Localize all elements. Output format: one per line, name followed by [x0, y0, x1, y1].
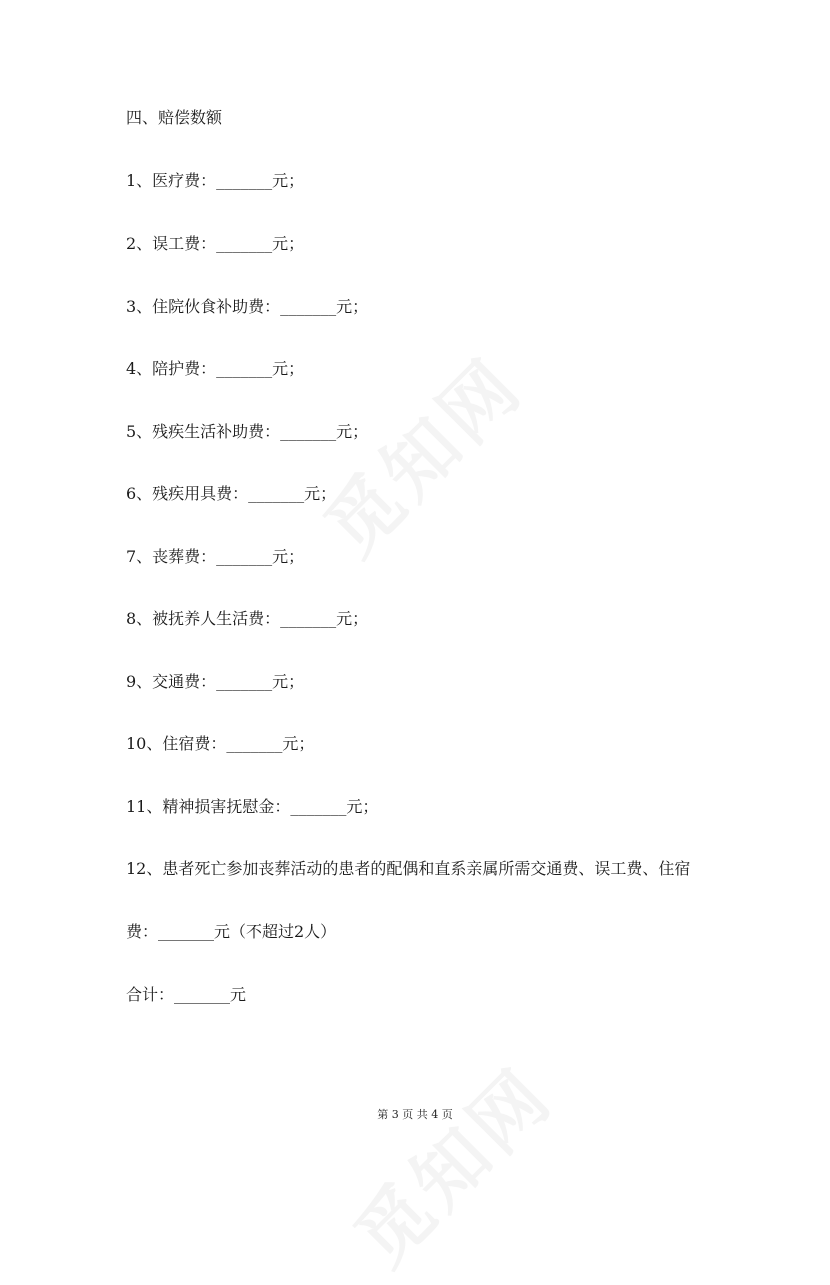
total-line: 合计：_______元 — [126, 985, 247, 1004]
list-item: 1、医疗费：_______元； — [126, 171, 305, 190]
list-item: 2、误工费：_______元； — [126, 234, 305, 253]
watermark — [298, 331, 543, 576]
list-item: 11、精神损害抚慰金：_______元； — [126, 797, 379, 816]
list-item: 7、丧葬费：_______元； — [126, 547, 305, 566]
list-item: 8、被抚养人生活费：_______元； — [126, 609, 369, 628]
list-item: 6、残疾用具费：_______元； — [126, 484, 337, 503]
list-item: 12、患者死亡参加丧葬活动的患者的配偶和直系亲属所需交通费、误工费、住宿 — [126, 859, 691, 878]
watermark-bottom — [328, 1041, 573, 1285]
page-footer: 第 3 页 共 4 页 — [377, 1108, 453, 1121]
list-item: 5、残疾生活补助费：_______元； — [126, 422, 369, 441]
list-item-continuation: 费：_______元（不超过2人） — [126, 922, 337, 941]
list-item: 10、住宿费：_______元； — [126, 734, 315, 753]
list-item: 4、陪护费：_______元； — [126, 359, 305, 378]
list-item: 9、交通费：_______元； — [126, 672, 305, 691]
list-item: 3、住院伙食补助费：_______元； — [126, 297, 369, 316]
section-heading: 四、赔偿数额 — [126, 108, 223, 127]
